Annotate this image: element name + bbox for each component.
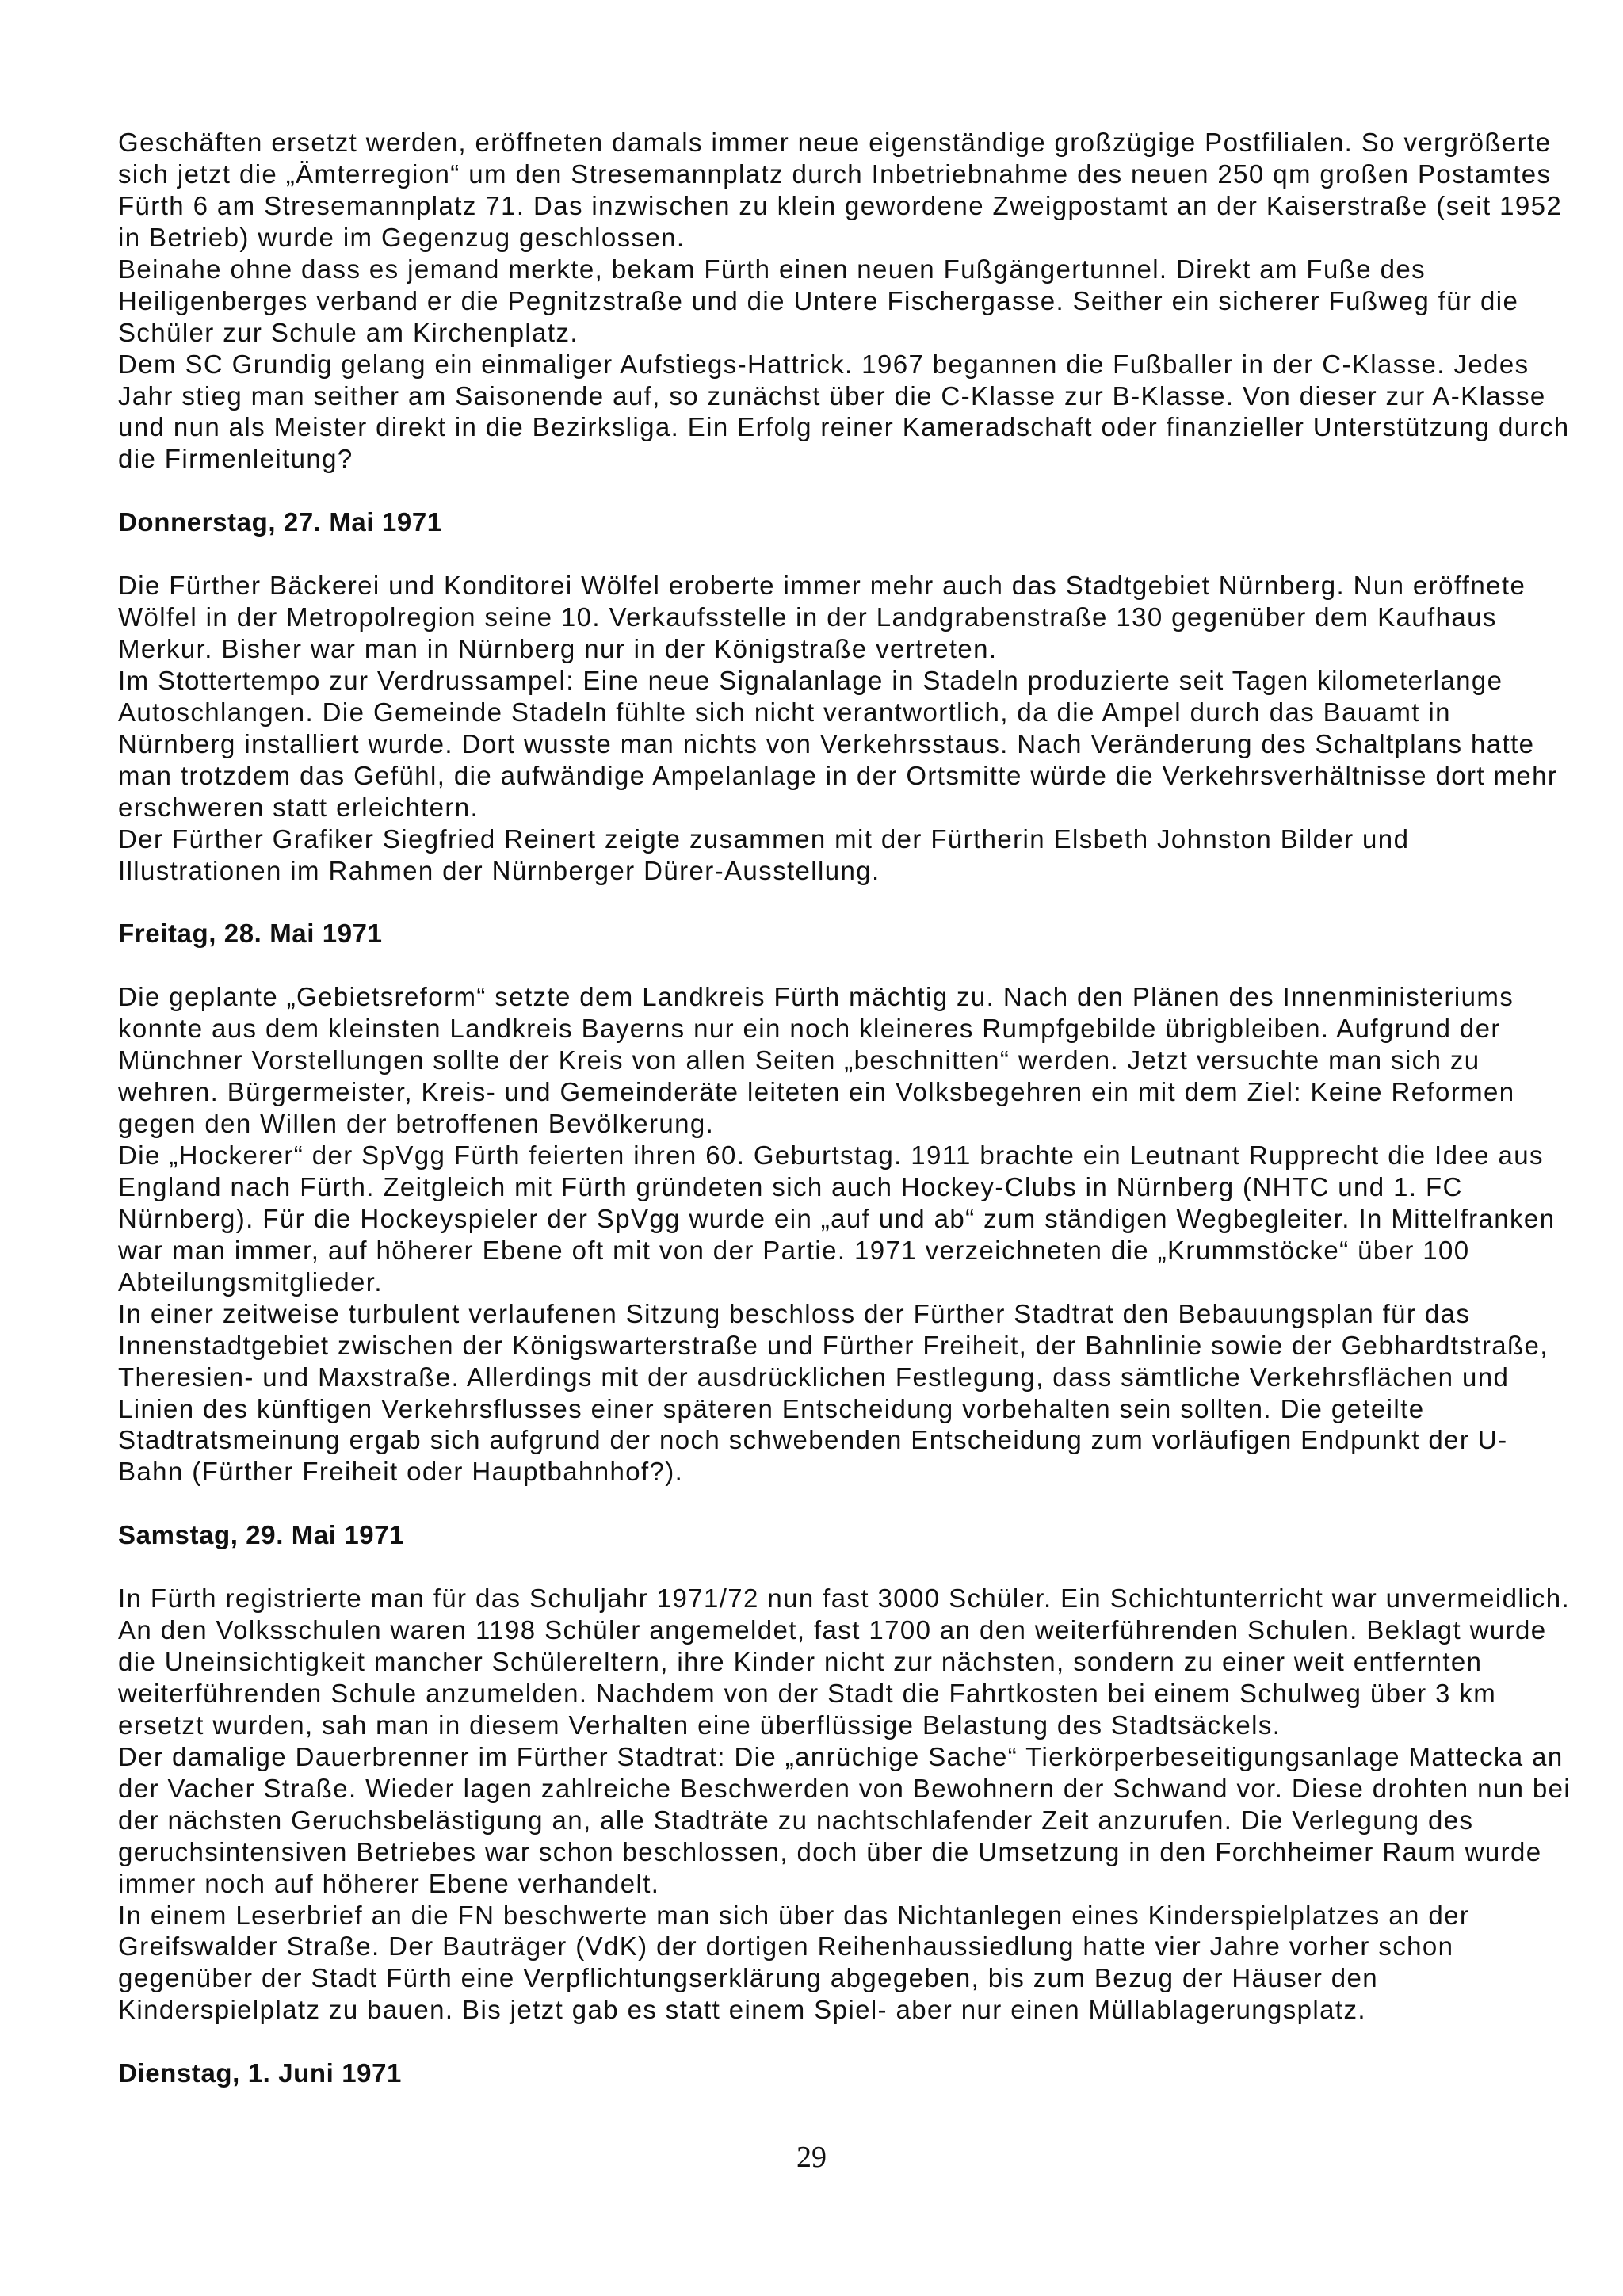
text-line: Nürnberg). Für die Hockeyspieler der SpVgg wurde ein „auf und ab“ zum ständigen Wegbegleiter. In Mittelfranken: [118, 1203, 1556, 1233]
text-line: die Firmenleitung?: [118, 444, 353, 474]
blank-line: [118, 887, 1545, 919]
document-body: [118, 127, 1571, 2089]
blank-line: [118, 949, 1545, 981]
text-line: der nächsten Geruchsbelästigung an, alle Stadträte zu nachtschlafender Zeit anzurufen. Die Verlegung des: [118, 1805, 1474, 1835]
date-heading: Samstag, 29. Mai 1971: [118, 1520, 405, 1550]
text-line: Theresien- und Maxstraße. Allerdings mit der ausdrücklichen Festlegung, dass sämtliche Verkehrsflächen und: [118, 1362, 1510, 1392]
text-line: Nürnberg installiert wurde. Dort wusste man nichts von Verkehrsstaus. Nach Veränderung des Schaltplans hatte: [118, 728, 1535, 758]
date-heading: Dienstag, 1. Juni 1971: [118, 2058, 403, 2088]
text-line: In einem Leserbrief an die FN beschwerte man sich über das Nichtanlegen eines Kinderspielplatzes an der: [118, 1900, 1470, 1930]
text-line: Autoschlangen. Die Gemeinde Stadeln fühlte sich nicht verantwortlich, da die Ampel durch das Bauamt in: [118, 697, 1451, 727]
text-line: immer noch auf höherer Ebene verhandelt.: [118, 1868, 660, 1898]
text-line: Münchner Vorstellungen sollte der Kreis von allen Seiten „beschnitten“ werden. Jetzt versuchte man sich zu: [118, 1045, 1480, 1075]
text-line: Stadtratsmeinung ergab sich aufgrund der noch schwebenden Entscheidung zum vorläufigen Endpunkt der U-: [118, 1425, 1508, 1455]
text-line: in Betrieb) wurde im Gegenzug geschlossen.: [118, 222, 685, 252]
text-line: die Uneinsichtigkeit mancher Schülereltern, ihre Kinder nicht zur nächsten, sondern zu einer weit entfernten: [118, 1647, 1483, 1676]
date-heading: Donnerstag, 27. Mai 1971: [118, 507, 442, 537]
blank-line: [118, 1488, 1545, 1519]
text-line: Wölfel in der Metropolregion seine 10. Verkaufsstelle in der Landgrabenstraße 130 gegenüber dem Kaufhaus: [118, 602, 1497, 632]
text-line: Greifswalder Straße. Der Bauträger (VdK) der dortigen Reihenhaussiedlung hatte vier Jahre vorher schon: [118, 1931, 1454, 1962]
text-line: gegenüber der Stadt Fürth eine Verpflichtungserklärung abgegeben, bis zum Bezug der Häuser den: [118, 1963, 1379, 1993]
text-line: Die Fürther Bäckerei und Konditorei Wölfel eroberte immer mehr auch das Stadtgebiet Nürnberg. Nun eröffnete: [118, 571, 1526, 601]
text-line: geruchsintensiven Betriebes war schon beschlossen, doch über die Umsetzung in den Forchheimer Raum wurde: [118, 1836, 1542, 1866]
text-line: In einer zeitweise turbulent verlaufenen Sitzung beschloss der Fürther Stadtrat den Bebauungsplan für das: [118, 1298, 1471, 1328]
text-line: erschweren statt erleichtern.: [118, 792, 479, 822]
text-line: gegen den Willen der betroffenen Bevölkerung.: [118, 1109, 715, 1139]
text-line: ersetzt wurden, sah man in diesem Verhalten eine überflüssige Belastung des Stadtsäckels.: [118, 1710, 1281, 1740]
text-line: Kinderspielplatz zu bauen. Bis jetzt gab es statt einem Spiel- aber nur einen Müllablagerungsplatz.: [118, 1995, 1366, 2025]
text-line: England nach Fürth. Zeitgleich mit Fürth gründeten sich auch Hockey-Clubs in Nürnberg (NHTC und 1. FC: [118, 1171, 1463, 1201]
text-line: Dem SC Grundig gelang ein einmaliger Aufstiegs-Hattrick. 1967 begannen die Fußballer in der C-Klasse. Jedes: [118, 349, 1529, 379]
text-line: Beinahe ohne dass es jemand merkte, bekam Fürth einen neuen Fußgängertunnel. Direkt am Fuße des: [118, 254, 1426, 284]
text-line: wehren. Bürgermeister, Kreis- und Gemeinderäte leiteten ein Volksbegehren ein mit dem Ziel: Keine Reformen: [118, 1077, 1515, 1107]
text-line: An den Volksschulen waren 1198 Schüler angemeldet, fast 1700 an den weiterführenden Schulen. Beklagt wurde: [118, 1615, 1547, 1645]
text-line: Illustrationen im Rahmen der Nürnberger Dürer-Ausstellung.: [118, 855, 880, 885]
blank-line: [118, 1551, 1545, 1583]
text-line: Heiligenberges verband er die Pegnitzstraße und die Untere Fischergasse. Seither ein sicherer Fußweg für die: [118, 285, 1519, 315]
text-line: Abteilungsmitglieder.: [118, 1266, 383, 1297]
text-line: Der damalige Dauerbrenner im Fürther Stadtrat: Die „anrüchige Sache“ Tierkörperbeseitigungsanlage Mattecka an: [118, 1741, 1564, 1771]
text-line: Schüler zur Schule am Kirchenplatz.: [118, 317, 579, 347]
text-line: sich jetzt die „Ämterregion“ um den Stresemannplatz durch Inbetriebnahme des neuen 250 qm großen Postamtes: [118, 159, 1552, 189]
date-heading: Freitag, 28. Mai 1971: [118, 919, 383, 949]
text-line: war man immer, auf höherer Ebene oft mit von der Partie. 1971 verzeichneten die „Krummstöcke“ über 100: [118, 1235, 1470, 1265]
text-line: Der Fürther Grafiker Siegfried Reinert zeigte zusammen mit der Fürtherin Elsbeth Johnston Bilder und: [118, 823, 1410, 854]
text-line: Geschäften ersetzt werden, eröffneten damals immer neue eigenständige großzügige Postfilialen. So vergrößerte: [118, 128, 1552, 157]
text-line: man trotzdem das Gefühl, die aufwändige Ampelanlage in der Ortsmitte würde die Verkehrsverhältnisse dort mehr: [118, 760, 1558, 790]
text-line: der Vacher Straße. Wieder lagen zahlreiche Beschwerden von Bewohnern der Schwand vor. Diese drohten nun bei: [118, 1773, 1571, 1803]
text-line: Jahr stieg man seither am Saisonende auf, so zunächst über die C-Klasse zur B-Klasse. Von dieser zur A-Klasse: [118, 380, 1546, 411]
text-line: Linien des künftigen Verkehrsflusses einer späteren Entscheidung vorbehalten sein sollten. Die geteilte: [118, 1393, 1425, 1423]
blank-line: [118, 475, 1545, 506]
text-line: Die „Hockerer“ der SpVgg Fürth feierten ihren 60. Geburtstag. 1911 brachte ein Leutnant Rupprecht die Idee aus: [118, 1140, 1544, 1170]
text-line: Fürth 6 am Stresemannplatz 71. Das inzwischen zu klein gewordene Zweigpostamt an der Kaiserstraße (seit 1952: [118, 190, 1563, 220]
text-line: Innenstadtgebiet zwischen der Königswarterstraße und Fürther Freiheit, der Bahnlinie sowie der Gebhardtstraße,: [118, 1330, 1549, 1360]
text-line: In Fürth registrierte man für das Schuljahr 1971/72 nun fast 3000 Schüler. Ein Schichtunterricht war unvermeidlich.: [118, 1584, 1571, 1614]
text-line: und nun als Meister direkt in die Bezirksliga. Ein Erfolg reiner Kameradschaft oder finanzieller Unterstützung durch: [118, 412, 1570, 442]
text-line: weiterführenden Schule anzumelden. Nachdem von der Stadt die Fahrtkosten bei einem Schulweg über 3 km: [118, 1678, 1497, 1708]
text-line: Im Stottertempo zur Verdrussampel: Eine neue Signalanlage in Stadeln produzierte seit Tagen kilometerlange: [118, 665, 1503, 695]
text-line: Merkur. Bisher war man in Nürnberg nur in der Königstraße vertreten.: [118, 634, 998, 663]
text-line: konnte aus dem kleinsten Landkreis Bayerns nur ein noch kleineres Rumpfgebilde übrigbleiben. Aufgrund der: [118, 1014, 1501, 1044]
text-line: Die geplante „Gebietsreform“ setzte dem Landkreis Fürth mächtig zu. Nach den Plänen des Innenministeriums: [118, 982, 1514, 1012]
page-number: 29: [796, 2141, 827, 2174]
text-line: Bahn (Fürther Freiheit oder Hauptbahnhof?).: [118, 1457, 684, 1487]
blank-line: [118, 2026, 1545, 2057]
blank-line: [118, 538, 1545, 570]
